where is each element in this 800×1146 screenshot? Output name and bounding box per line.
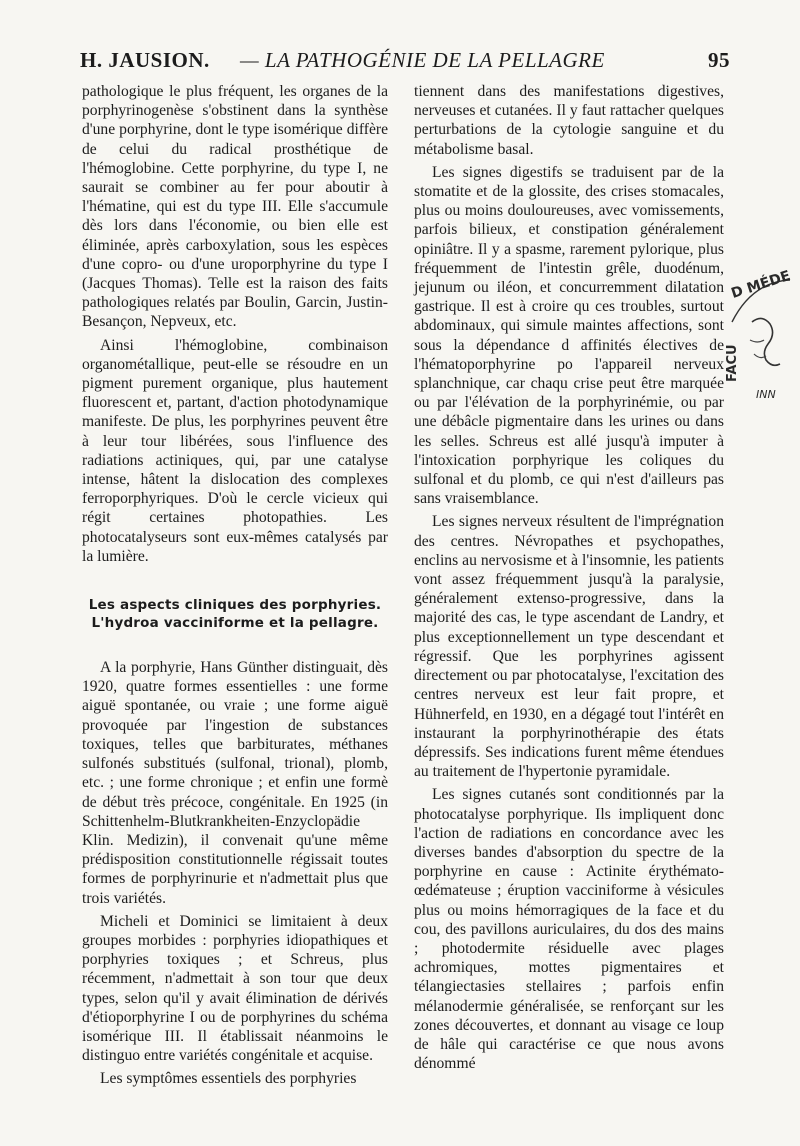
paragraph: Les signes cutanés sont conditionnés par la photocatalyse porphyrique. Ils impliquent donc l'action de radiations en concordance avec les diverses bandes d'absorption du spectre de la porphyrine en cause : Actinite érythémato-œdémateuse ; éruption vacciniforme à vésicules plus ou moins hémorragiques de la face et du cou, des pavillons auriculaires, du dos des mains ; photodermite résiduelle avec plages achromiques, mottes pigmentaires et télangiectasies stellaires ; parfois enfin mélanodermie généralisée, se renforçant sur les zones découvertes, et donnant au visage ce loup de hâle qui caractérise ce que nous avons dénommé [414,786,724,1073]
stamp-text-side: FACU [725,344,740,382]
section-heading [82,596,388,632]
paragraph: A la porphyrie, Hans Günther distinguait, dès 1920, quatre formes essentielles : une forme aiguë spontanée, ou vraie ; une forme aiguë provoquée par l'ingestion de substances toxiques, telles que barbiturates, méthanes sulfonés substitués (sulfonal, trional), plomb, etc. ; une forme chronique ; et enfin une formè de début très précoce, congénitale. En 1925 (in Schittenhelm-Blutkrankheiten-Enzyclopädie Klin. Medizin), il convenait qu'une même prédisposition constitutionnelle régissait toutes formes de porphyrinurie et n'admettait plus que trois variétés. [82,659,388,907]
paragraph: tiennent dans des manifestations digestives, nerveuses et cutanées. Il y faut rattacher quelques perturbations de la cytologie sanguine et du métabolisme basal. [414,83,724,158]
header-author: H. JAUSION. [80,48,210,72]
header-title: — LA PATHOGÉNIE DE LA PELLAGRE [240,48,605,72]
section-heading-line: Les aspects cliniques des porphyries. [88,597,382,614]
library-stamp [722,262,792,402]
paragraph: Micheli et Dominici se limitaient à deux groupes morbides : porphyries idiopathiques et porphyries toxiques ; et Schreus, plus récemment, n'admettait à son tour que deux types, selon qu'il y avait élimination de dérivés d'étioporphyrine I ou de porphyrines du schéma isomérique III. Il établissait néanmoins le distinguo entre variétés congénitale et acquise. [82,912,388,1065]
left-column [82,82,388,1089]
paragraph: Ainsi l'hémoglobine, combinaison organométallique, peut-elle se résoudre en un pigment purement organique, plus hautement fluorescent et, partant, d'action photodynamique manifeste. De plus, les porphyrines peuvent être à leur tour libérées, sous l'influence des radiations actiniques, qui, par une catalyse intense, hâtent la dislocation des complexes ferroporphyriques. D'où le cercle vicieux qui régit certaines photopathies. Les photocatalyseurs sont eux-mêmes catalysés par la lumière. [82,336,388,565]
section-heading-line: L'hydroa vacciniforme et la pellagre. [91,615,379,632]
stamp-text-top: D MÉDE [729,267,792,302]
paragraph: pathologique le plus fréquent, les organes de la porphyrinogenèse s'obstinent dans la synthèse d'une porphyrine, dont le type isomérique diffère de celui du radical prosthétique de l'hémoglobine. Cette porphyrine, du type I, ne saurait se combiner au fer pour aboutir à l'hématine, qui est du type III. Elle s'accumule dès lors dans l'économie, ou bien elle est éliminée, après carboxylation, sous les espèces d'une copro- ou d'une uroporphyrine du type I (Jacques Thomas). Telle est la raison des faits pathologiques relatés par Boulin, Garcin, Justin-Besançon, Nepveux, etc. [82,83,388,331]
paragraph: Les signes nerveux résultent de l'imprégnation des centres. Névropathes et psychopathes, enclins au nervosisme et à l'insomnie, les patients vont assez fréquemment jusqu'à la paralysie, généralement extenso-progressive, dans la majorité des cas, le type ascendant de Landry, et plus exceptionnellement un type descendant et régressif. Que les porphyrines agissent directement ou par photocatalyse, l'excitation des centres nerveux est leur fait propre, et Hühnerfeld, en 1930, en a dégagé tout l'intérêt en instaurant la porphyrinothérapie des états dépressifs. Ses indications furent même étendues au traitement de l'hypertonie pyramidale. [414,513,724,781]
paragraph: Les signes digestifs se traduisent par de la stomatite et de la glossite, des crises stomacales, plus ou moins douloureuses, avec vomissements, parfois bilieux, et constipation généralement opiniâtre. Il y a spasme, rarement pylorique, plus fréquemment de l'intestin grêle, duodénum, jejunum ou iléon, et concurremment dilatation gastrique. Il est à croire qu ces troubles, surtout abdominaux, qui simule maintes affections, sont sous la dépendance d affinités électives de l'hématoporphyrine po l'appareil nerveux splanchnique, car chaqu crise peut être marquée ou par l'élévation de la porphyrinémie, ou par une débâcle pigmentaire dans les urines ou dans les selles. Schreus est allé jusqu'à imputer à l'intoxication porphyrique les coliques du sulfonal et du plomb, ce qui n'est d'ailleurs pas sans vraisemblance. [414,163,724,508]
stamp-icon [722,262,792,402]
paragraph: Les symptômes essentiels des porphyries [100,1070,357,1088]
right-column [414,82,724,1073]
running-header [80,46,730,76]
stamp-text-bottom: INN [756,388,776,401]
page-number: 95 [708,48,730,72]
